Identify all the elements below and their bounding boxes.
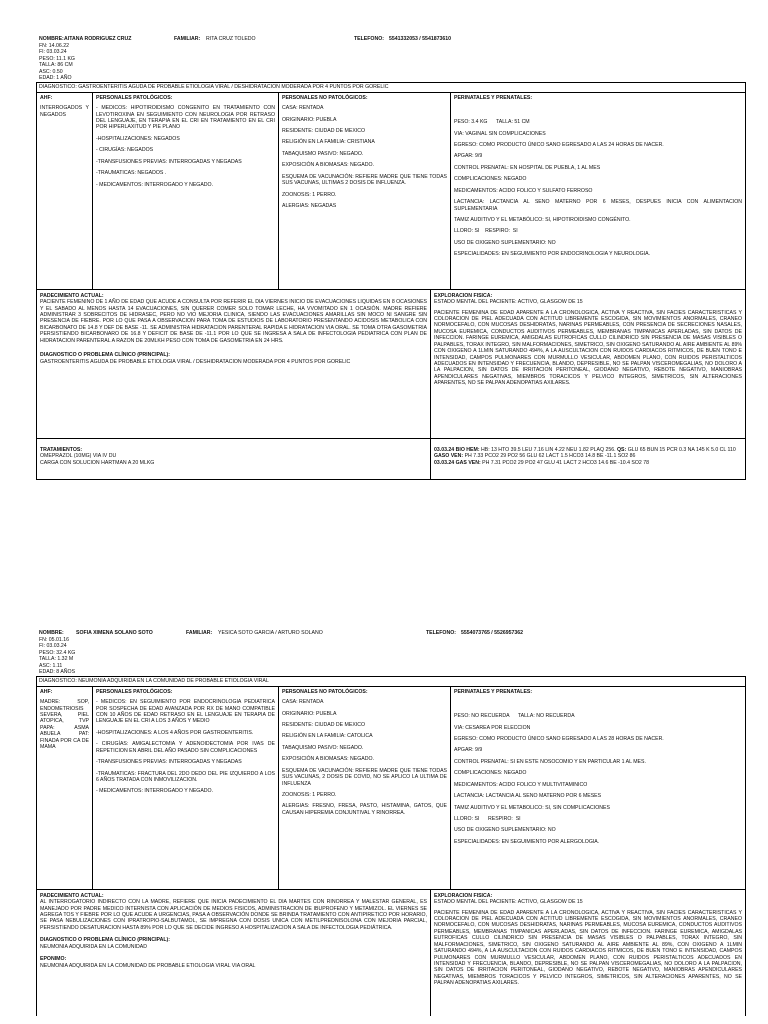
treatment-section [37, 439, 745, 480]
non-pathological-item: EXPOSICIÓN A BIOMASAS: NEGADO. [282, 756, 374, 763]
phone-number: 5541332053 / 5541873610 [389, 36, 452, 42]
ahf-column [37, 687, 93, 889]
non-pathological-item: ZOONOSIS: 1 PERRO. [282, 791, 337, 798]
record-1 [36, 36, 746, 480]
treatment-title: TRATAMIENTOS: [40, 446, 83, 453]
physical-exam-title: EXPLORACION FISICA: [434, 892, 493, 899]
ahf-title: AHF: [40, 94, 53, 101]
clinical-dx-title: DIAGNOSTICO O PROBLEMA CLÍNICO (PRINCIPAL): [40, 352, 170, 359]
pathological-title: PERSONALES PATOLÓGICOS: [96, 688, 173, 695]
pathological-item: - MEDICAMENTOS: INTERROGADO Y NEGADO. [96, 181, 214, 188]
lab-values: HB: 13 HTO 39.5 LEU 7.16 LIN 4.22 NEU 1.82 PLAQ 256. [479, 446, 618, 453]
non-pathological-title: PERSONALES NO PATOLÓGICOS: [282, 688, 368, 695]
non-pathological-item: ESQUEMA DE VACUNACIÓN: REFIERE MADRE QUE TIENE TODAS SUS VACUNAS, ULTIMAS 2 DOSIS DE INFLUENZA. [282, 173, 447, 187]
phone-label: TELEFONO: [426, 630, 456, 636]
current-illness-column [37, 290, 431, 438]
ahf-column [37, 93, 93, 289]
info-line: PESO: 32.4 KG [39, 649, 76, 656]
current-illness-text: PACIENTE FEMENINO DE 1 AÑO DE EDAD QUE ACUDE A CONSULTA POR REFERIR EL DIA VIERNES INICIO DE EVACUACIONES LIQUIDAS EN 8 OCASIONES Y EL SABADO AL MENOS HASTA 14 EVACUACIONES, SIN QUERER COMER SOLO TOMAR LECHE, HA VVOMITADO EN 1 OCASIÓN. MADRE REFIERE ADMINISTRAR 3 SOBRECITOS DE HIDRASEC, PERO NO VIO MEJORIA CLINICA, SIENDO LAS EVACUACIONES AMARILLAS SIN MOCO NI SANGRE SIN PRESENCIA DE FIEBRE. POR LO QUE PASA A OBSERVACION PARA TOMA DE ESTUDIOS DE LABORATORIO PRESENTANDO ACIDOSIS METABOLICA CON BICARBONATO DE 14.8 Y DEF DE BASE -11. SE ADMINISTRA HIDRATACION PARENTERAL RAPIDA E HIDRATACION VIA ORAL. SE TOMA OTRA GASOMETRIA PERSISTIENDO BICARBONARO DE 16.8 Y DEFICIT DE BASE DE -11.1 POR LO QUE SE INGRESA A SALA DE INFECTOLOGIA PEDIATRICA CON PLAN DE HIDRATACION PARENTERAL A RAZON DE 20MLKH PESO CON TOMA DE GASOMETRIA EN 24 HRS. [40, 299, 427, 344]
info-line: PESO: 11.1 KG [39, 55, 75, 62]
pathological-title: PERSONALES PATOLÓGICOS: [96, 94, 173, 101]
physical-exam-column [431, 890, 745, 1016]
non-pathological-item: ALERGIAS: FRESNO, FRESA, PASTO, HISTAMINA, GATOS, QUE CAUSAN HIPEREMIA CONJUNTIVAL Y RINORREA. [282, 803, 447, 816]
mental-state-text: ESTADO MENTAL DEL PACIENTE: ACTIVO, GLASGOW DE 15 [434, 299, 583, 306]
patient-info [36, 43, 746, 81]
physical-exam-column [431, 290, 745, 438]
perinatal-item: PESO: NO RECUERDA TALLA: NO RECUERDA [454, 713, 575, 720]
pathological-item: - MEDICOS: HIPOTIROIDISMO CONGENITO EN TRATAMIENTO CON LEVOTIROXINA EN SEGUIMIENTO CON NEUROLOGIA POR RETRASO DEL LENGUAJE, EN TERAPIA EN EL CRI EN TRATAMIENTO EN EL CRI POR HIPERLAXITUD Y PIE PLANO [96, 105, 275, 131]
eponym-title: EPONIMO: [40, 956, 67, 963]
record-2 [36, 630, 746, 1016]
labs-column [431, 439, 745, 479]
current-illness-title: PADECIMIENTO ACTUAL: [40, 292, 104, 299]
perinatal-title: PERINATALES Y PRENATALES: [454, 94, 533, 101]
non-pathological-item: RELIGIÓN EN LA FAMILIA: CATOLICA [282, 733, 373, 740]
non-pathological-item: EXPOSICIÓN A BIOMASAS: NEGADO. [282, 162, 374, 169]
perinatal-item: TAMIZ AUDITIVO Y EL METABOLICO: SI, SIN COMPLICACIONES [454, 804, 610, 811]
non-pathological-item: RESIDENTE: CIUDAD DE MEXICO [282, 128, 366, 135]
lab-gaso-label: GASO VEN: [434, 453, 464, 460]
perinatal-item: COMPLICACIONES: NEGADO [454, 176, 527, 183]
pathological-item: -TRAUMATICAS: NEGADOS . [96, 170, 167, 177]
perinatal-item: MEDICAMENTOS: ACIDO FOLICO Y SULFATO FERROSO [454, 187, 593, 194]
physical-exam-text: PACIENTE FEMENINA DE EDAD APARENTE A LA CRONOLOGICA, ACTIVA Y REACTIVA, SIN FACIES CARACTERISTICAS Y COLORACION DE PIEL ADECUADA CON ACTITUD LIBREMENTE ESCOGIDA, SIN MOVIMIENTOS ANORMALES, CRANEO NORMOCEFALO, CON MUCOSAS DESHIDRATAS, NARINAS PERMEABLES, CON PRESENCIA DE SECRECIONES NASALES, MUCOSA EUREMICA, CONDUCTOS AUDITIVOS PERMEABLES, MEMBRANAS TIMPANICAS APERLADAS, SIN DATOS DE INFECCION. FARINGE EUREMICA, AMIGDALAS EUTROFICAS CULLO CILINDRICO SIN PRESENCIA DE MASAS VISIBLES O PALPABLES, TORAX INTEGRO, SIN MALFORMACIONES, SIMETRICO, SIN OXIGENO SATURANDO AL AIRE AMBIENTE AL 89% CON OXIGENO A 1LMIN SATURANDO 494%, A LA AUSCULTACION CON RUIDOS CARDIACOS RITMICOS, DE BUEN TONO E INTENSIDAD, CAMPOS PULMONARES CON MURMULLO VESICULAR, ABDOMEN PLANO, CON RUIDOS PERISTALTICOS ADECUADOS EN INTENSIDAD Y FRECUENCIA, BLANDO, DEPRESIBLE, NO SE PALPAN VISCEROMEGALIAS, NO DOLORO A LA PALPACION, SIN DATOS DE IRRITACION PERITONEAL, GIODANO NEGATIVO, REBOTE NEGATIVO, MANIOBRAS APENDICULARES NEGATIVAS, MIEMBROS TORACICOS Y PELVICO INTEGROS, SIMETRICOS, SIN ALTERACIONES APARENTES, NO SE PALPAN ADENOPATIAS AXILARES. [434, 309, 742, 387]
diagnosis-line: DIAGNOSTICO: GASTROENTERITIS AGUDA DE PROBABLE ETIOLOGIA VIRAL / DESHIDRATACION MODERADA POR 4 PUNTOS POR GORELIC [37, 83, 745, 92]
current-illness-column [37, 890, 431, 1016]
perinatal-item: USO DE OXIGENO SUPLEMENTARIO: NO [454, 827, 556, 834]
perinatal-title: PERINATALES Y PRENATALES: [454, 688, 533, 695]
non-pathological-column [279, 93, 451, 289]
current-illness-section [37, 290, 745, 439]
lab-values: PH 7.31 PCO2 29 PO2 47 GLU 41 LACT 2 HCO3 14.6 BE -10.4 SO2 78 [480, 459, 650, 466]
info-line: TALLA: 86 CM [39, 62, 73, 69]
perinatal-item: EGRESO: COMO PRODUCTO ÚNICO SANO EGRESADO A LAS 28 HORAS DE NACER. [454, 736, 664, 743]
record-header [36, 36, 746, 83]
eponym-text: NEUMONIA ADQUIRIDA EN LA COMUNIDAD DE PROBABLE ETIOLOGIA VIRAL VIA ORAL [40, 962, 256, 969]
lab-date-label: 03.03.24 BIO HEM: [434, 446, 480, 453]
non-pathological-item: RESIDENTE: CIUDAD DE MEXICO [282, 722, 366, 729]
phone-number: 5554073765 / 5526957362 [461, 630, 524, 636]
treatment-column [37, 439, 431, 479]
record-header [36, 630, 746, 677]
diagnosis-line: DIAGNOSTICO: NEUMONIA ADQUIRIDA EN LA COMUNIDAD DE PROBABLE ETIOLOGIA VIRAL [37, 677, 745, 686]
phone-label: TELEFONO: [354, 36, 384, 42]
pathological-item: -TRAUMATICAS: FRACTURA DEL 2DO DEDO DEL PIE IZQUIERDO A LOS 6 AÑOS TRATADA CON INMOVILIZACION. [96, 770, 275, 783]
familiar-name: YESICA SOTO GARCIA / ARTURO SOLANO [218, 630, 323, 636]
info-line: FN: 14.06.22 [39, 43, 69, 49]
non-pathological-item: ESQUEMA DE VACUNACIÓN: REFIERE MADRE QUE TIENE TODAS SUS VACUNAS, 2 DOSIS DE COVID, NO SE APLICO LA ULTIMA DE INFLUENZA [282, 767, 447, 787]
current-illness-section [37, 890, 745, 1016]
pathological-item: - CIRUGÍAS: AMIGALECTOMIA Y ADENOIDECTOMIA POR IVAS DE REPETICION EN ABRIL DEL AÑO PASADO SIN COMPLICACIONES [96, 741, 275, 754]
perinatal-item: TAMIZ AUDITIVO Y EL METABÓLICO: SI, HIPOTIROIDISMO CONGÉNITO. [454, 216, 631, 223]
info-line: ASC: 0.50 [39, 68, 63, 75]
pathological-item: - MEDICAMENTOS: INTERROGADO Y NEGADO. [96, 788, 214, 795]
info-line: FI: 03.03.24 [39, 643, 67, 650]
perinatal-item: CONTROL PRENATAL: SI EN ESTE NOSOCOMIO Y EN PARTICULAR 1 AL MES. [454, 758, 646, 765]
perinatal-item: PESO: 3.4 KG TALLA: 51 CM [454, 119, 530, 126]
familiar-name: RITA CRUZ TOLEDO [206, 36, 256, 42]
pathological-item: -HOSPITALIZACIONES: A LOS 4 AÑOS POR GASTROENTERITIS. [96, 729, 254, 736]
name-label: NOMBRE: [39, 36, 64, 42]
physical-exam-text: PACIENTE FEMENINA DE EDAD APARENTE A LA CRONOLOGICA, ACTIVA Y REACTIVA, SIN FACIES CARACTERISTICAS Y COLORACION DE PIEL ADECUADA CON ACTITUD LIBREMENTE ESCOGIDA, SIN MOVIMIENTOS ANORMALES, CRANEO NORMOCEFALO, CON MUCOSAS DESHIDRATAS, NARINAS PERMEABLES, MUCOSA EUREMICA, CONDUCTOS AUDITIVOS PERMEABLES, MEMBRANAS TIMPANICAS APERLADAS, SIN DATOS DE INFECCION. FARINGE EUREMICA, AMIGDALAS EUTROFICAS CULLO CILINDRICO SIN PRESENCIA DE MASAS VISIBLES O PALPABLES, TORAX INTEGRO, SIN MALFORMACIONES, SIMETRICO, SIN OXIGENO SATURANDO AL AIRE AMBIENTE AL 89%, CON OXIGENO A 1LMIN SATURANDO 494%, A LA AUSCULTACION CON RUIDOS CARDIACOS RITMICOS, DE BUEN TONO E INTENSIDAD, CAMPOS PULMONARES CON MURMULLO VESICULAR, ABDOMEN PLANO, CON RUIDOS PERISTALTICOS ADECUADOS EN INTENSIDAD Y FRECUENCIA, BLANDO, DEPRESIBLE, NO SE PALPAN VISCEROMEGALIAS, NO DOLORO A LA PALPACION, SIN DATOS DE IRRITACION PERITONEAL, GIODANO NEGATIVO, REBOTE NEGATIVO, MANIOBRAS APENDICULARES NEGATIVAS, MIEMBROS TORACICOS Y PELVICO INTEGROS, SIMETRICOS, SIN ALTERACIONES APARENTES, NO SE PALPAN ADENOPATIAS AXILARES. [434, 909, 742, 987]
pathological-item: - MEDICOS: EN SEGUIMIENTO POR ENDOCRINOLOGIA PEDIATRICA POR SOSPECHA DE EDAD AVANZADA POR RX DE MANO COMPATIBLE CON 10 AÑOS DE EDAD RETRASO EN EL LENGUAJE EN TERAPIA DE LENGUAJE EN EL CRI A LOS 3 AÑOS Y MEDIO [96, 699, 275, 725]
perinatal-item: CONTROL PRENATAL: EN HOSPITAL DE PUEBLA, 1 AL MES [454, 164, 601, 171]
pathological-item: -TRANSFUSIONES PREVIAS: INTERROGADAS Y NEGADAS [96, 759, 242, 766]
info-line: EDAD: 8 AÑOS [39, 669, 76, 676]
clinical-dx-title: DIAGNOSTICO O PROBLEMA CLÍNICO (PRINCIPAL): [40, 937, 170, 944]
perinatal-item: LLORO: SI RESPIRO: SI [454, 228, 518, 235]
perinatal-item: APGAR: 9/9 [454, 153, 483, 160]
perinatal-item: VIA: CESAREA POR ELECCION [454, 724, 531, 731]
perinatal-item: ESPECIALIDADES: EN SEGUIMIENTO POR ENDOCRINOLOGIA Y NEUROLOGIA. [454, 251, 651, 258]
non-pathological-column [279, 687, 451, 889]
info-line: FN: 05.01.16 [39, 637, 69, 643]
non-pathological-item: ALERGIAS: NEGADAS [282, 202, 337, 209]
patient-name: SOFIA XIMENA SOLANO SOTO [76, 630, 153, 636]
history-grid [37, 687, 745, 890]
familiar-label: FAMILIAR: [174, 36, 201, 42]
lab-values: GLU 65 BUN 15 PCR 0.3 NA 145 K 5.0 CL 110 [626, 446, 736, 453]
name-label: NOMBRE: [39, 630, 64, 636]
perinatal-item: APGAR: 9/9 [454, 747, 483, 754]
info-line: ASC: 1.11 [39, 662, 63, 669]
perinatal-column [451, 687, 745, 889]
perinatal-item: LACTANCIA: LACTANCIA AL SENO MATERNO POR 6 MESES [454, 793, 602, 800]
pathological-column [93, 93, 279, 289]
perinatal-item: USO DE OXIGENO SUPLEMENTARIO: NO [454, 239, 556, 246]
info-line: TALLA: 1.32 M [39, 656, 74, 663]
perinatal-item: ESPECIALIDADES: EN SEGUIMIENTO POR ALERGOLOGIA. [454, 838, 600, 845]
history-grid [37, 93, 745, 290]
info-line: EDAD: 1 AÑO [39, 75, 72, 82]
ahf-title: AHF: [40, 688, 53, 695]
treatment-item: CARGA CON SOLUCION HARTMAN A 20 MLKG [40, 459, 155, 466]
non-pathological-item: RELIGIÓN EN LA FAMILIA: CRISTIANA [282, 139, 375, 146]
perinatal-item: LACTANCIA: LACTANCIA AL SENO MATERNO POR 6 MESES, DESPUES INICIA CON ALIMENTACION SUPLEMENTARIA [454, 199, 742, 212]
perinatal-item: VIA: VAGINAL SIN COMPLICACIONES [454, 130, 546, 137]
pathological-item: - CIRUGÍAS: NEGADOS [96, 147, 154, 154]
physical-exam-title: EXPLORACION FISICA: [434, 292, 493, 299]
mental-state-text: ESTADO MENTAL DEL PACIENTE: ACTIVO, GLASGOW DE 15 [434, 899, 583, 906]
current-illness-title: PADECIMIENTO ACTUAL: [40, 892, 104, 899]
lab-date-label: 03.03.24 GAS VEN: [434, 459, 481, 466]
info-line: FI: 03.03.24 [39, 49, 67, 56]
non-pathological-title: PERSONALES NO PATOLÓGICOS: [282, 94, 368, 101]
patient-name: AITANA RODRIGUEZ CRUZ [64, 36, 132, 42]
lab-qs-label: QS: [617, 446, 627, 453]
pathological-item: -HOSPITALIZACIONES: NEGADOS [96, 135, 180, 142]
non-pathological-item: CASA: RENTADA [282, 105, 324, 112]
clinical-dx-text: GASTROENTERITIS AGUDA DE PROBABLE ETIOLOGIA VIRAL / DESHIDRATACION MODERADA POR 4 PUNTOS POR GORELIC [40, 358, 351, 365]
non-pathological-item: CASA: RENTADA [282, 699, 324, 706]
perinatal-item: MEDICAMENTOS: ACIDO FOLICO Y MULTIVITAMINICO [454, 781, 588, 788]
perinatal-item: LLORO: SI RESPIRO: SI [454, 815, 521, 822]
ahf-text: MADRE: SOP, ENDOMETRIOSIS SEVERA, PIEL ATOPICA, TVP PAPA: ASMA ABUELA PAT: FINADA POR CA DE MAMA [40, 699, 89, 751]
non-pathological-item: ZOONOSIS: 1 PERRO. [282, 191, 337, 198]
non-pathological-item: TABAQUISMO PASIVO: NEGADO. [282, 150, 364, 157]
pathological-column [93, 687, 279, 889]
treatment-item: OMEPRAZOL (10MG) VIA IV DU [40, 453, 117, 460]
patient-info [36, 637, 746, 675]
ahf-text: INTERROGADOS Y NEGADOS [40, 105, 89, 118]
perinatal-item: COMPLICACIONES: NEGADO [454, 770, 527, 777]
current-illness-text: AL INTERROGATORIO INDIRECTO CON LA MADRE, REFIERE QUE INICIA PADECIMIENTO EL DIA MARTES CON RINORREA Y MALESTAR GENERAL, ES MANEJADO POR PADRE MEDICO INTERNISTA CON APLICACIÓN DE MEDIOS FISICOS, ADMINISTRACION DE IBUPROFENO Y METAMIZOL. EL VIERNES SE AGREGA TOS Y FIEBRE POR LO QUE ACUDE A URGENCIAS, PASA A OBSERVACIÓN DONDE SE BRINDA TRATAMIENTO CON ANTIPIRETICO POR HORARIO, SE PASA NEBULIZACIONES CON IPRATROPIO-SALBUTAMOL, SE IMPREGNA CON DOSIS UNICA CON METILPREDNISOLONA CON MEJORIA PARCIAL, PERSISTIENDO DESATURACION HASTA 89% POR LO QUE SE DECIDE INGRESO A HOSPITALIZACION A SALA DE INFECTOLOGIA PEDIÁTRICA. [40, 899, 427, 931]
familiar-label: FAMILIAR: [186, 630, 213, 636]
perinatal-item: EGRESO: COMO PRODUCTO ÚNICO SANO EGRESADO A LAS 24 HORAS DE NACER. [454, 142, 664, 149]
non-pathological-item: ORIGINARIO: PUEBLA [282, 710, 337, 717]
lab-values: PH 7.33 PCO2 29 PO2 56 GLU 62 LACT 1.5 HCO3 14.8 BE -11.1 SO2 86 [463, 453, 636, 460]
non-pathological-item: TABAQUISMO PASIVO: NEGADO. [282, 744, 364, 751]
non-pathological-item: ORIGINARIO: PUEBLA [282, 116, 337, 123]
perinatal-column [451, 93, 745, 289]
clinical-dx-text: NEUMONIA ADQUIRIDA EN LA COMUNIDAD [40, 943, 147, 950]
pathological-item: -TRANSFUSIONES PREVIAS: INTERROGADAS Y NEGADAS [96, 158, 242, 165]
